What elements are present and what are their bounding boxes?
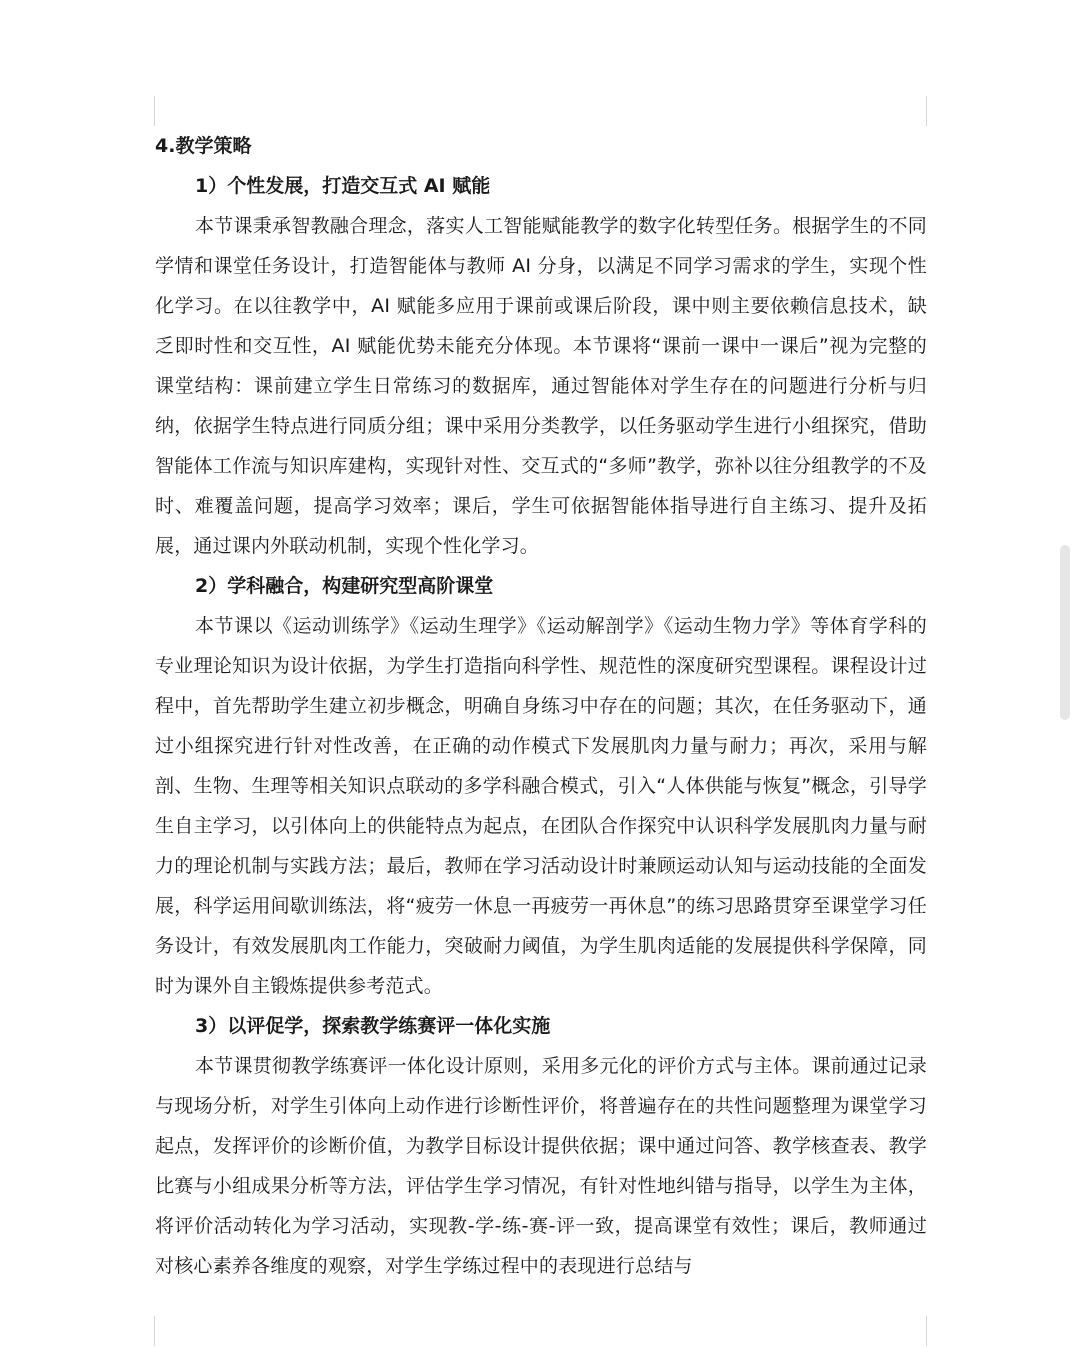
page-corner-mark bbox=[154, 96, 155, 126]
page-corner-mark bbox=[926, 96, 927, 126]
subsection-paragraph-2: 本节课以《运动训练学》《运动生理学》《运动解剖学》《运动生物力学》等体育学科的专业理论知识为设计依据，为学生打造指向科学性、规范性的深度研究型课程。课程设计过程中，首先帮助学生建立初步概念，明确自身练习中存在的问题；其次，在任务驱动下，通过小组探究进行针对性改善，在正确的动作模式下发展肌肉力量与耐力；再次，采用与解剖、生物、生理等相关知识点联动的多学科融合模式，引入“人体供能与恢复”概念，引导学生自主学习，以引体向上的供能特点为起点，在团队合作探究中认识科学发展肌肉力量与耐力的理论机制与实践方法；最后，教师在学习活动设计时兼顾运动认知与运动技能的全面发展，科学运用间歇训练法，将“疲劳一休息一再疲劳一再休息”的练习思路贯穿至课堂学习任务设计，有效发展肌肉工作能力，突破耐力阈值，为学生肌肉适能的发展提供科学保障，同时为课外自主锻炼提供参考范式。 bbox=[155, 615, 927, 997]
scrollbar-thumb[interactable] bbox=[1060, 545, 1070, 720]
subsection-heading-3: 3）以评促学，探索教学练赛评一体化实施 bbox=[195, 1015, 551, 1037]
subsection-heading-1: 1）个性发展，打造交互式 AI 赋能 bbox=[195, 175, 491, 197]
subsection-paragraph-3: 本节课贯彻教学练赛评一体化设计原则，采用多元化的评价方式与主体。课前通过记录与现场分析，对学生引体向上动作进行诊断性评价，将普遍存在的共性问题整理为课堂学习起点，发挥评价的诊断价值，为教学目标设计提供依据；课中通过问答、教学核查表、教学比赛与小组成果分析等方法，评估学生学习情况，有针对性地纠错与指导，以学生为主体，将评价活动转化为学习活动，实现教-学-练-赛-评一致，提高课堂有效性；课后，教师通过对核心素养各维度的观察，对学生学练过程中的表现进行总结与 bbox=[155, 1055, 927, 1277]
subsection-paragraph-1: 本节课秉承智教融合理念，落实人工智能赋能教学的数字化转型任务。根据学生的不同学情和课堂任务设计，打造智能体与教师 AI 分身，以满足不同学习需求的学生，实现个性化学习。在以往教学中，AI 赋能多应用于课前或课后阶段，课中则主要依赖信息技术，缺乏即时性和交互性，AI 赋能优势未能充分体现。本节课将“课前一课中一课后”视为完整的课堂结构：课前建立学生日常练习的数据库，通过智能体对学生存在的问题进行分析与归纳，依据学生特点进行同质分组；课中采用分类教学，以任务驱动学生进行小组探究，借助智能体工作流与知识库建构，实现针对性、交互式的“多师”教学，弥补以往分组教学的不及时、难覆盖问题，提高学习效率；课后，学生可依据智能体指导进行自主练习、提升及拓展，通过课内外联动机制，实现个性化学习。 bbox=[155, 215, 927, 557]
document-body bbox=[155, 126, 927, 1286]
page-corner-mark bbox=[926, 1316, 927, 1346]
section-title: 4.教学策略 bbox=[155, 135, 252, 157]
scrollbar[interactable] bbox=[1060, 0, 1076, 1347]
page-corner-mark bbox=[154, 1316, 155, 1346]
subsection-heading-2: 2）学科融合，构建研究型高阶课堂 bbox=[195, 575, 494, 597]
